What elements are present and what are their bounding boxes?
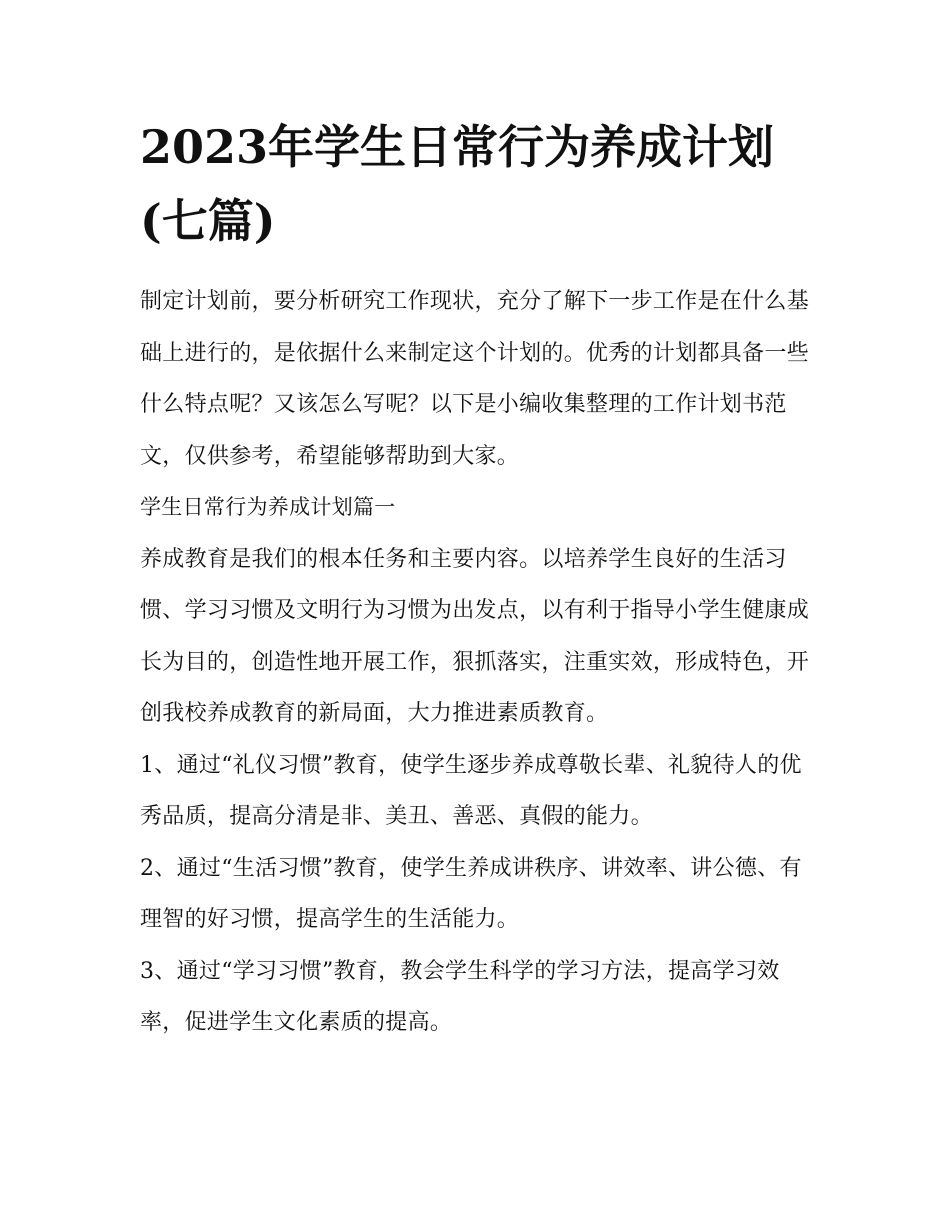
intro-paragraph: 制定计划前，要分析研究工作现状，充分了解下一步工作是在什么基础上进行的，是依据什么来制定这个计划的。优秀的计划都具备一些什么特点呢？又该怎么写呢？以下是小编收集整理的工作计划书范文，仅供参考，希望能够帮助到大家。: [140, 289, 810, 469]
list-item-1: 1、通过“礼仪习惯”教育，使学生逐步养成尊敬长辈、礼貌待人的优秀品质，提高分清是非、美丑、善恶、真假的能力。: [140, 752, 802, 829]
document-page: [140, 110, 820, 1049]
document-title: 2023年学生日常行为养成计划(七篇): [140, 120, 775, 248]
document-body: [140, 276, 820, 1049]
list-item-3: 3、通过“学习习惯”教育，教会学生科学的学习方法，提高学习效率，促进学生文化素质的提高。: [140, 958, 780, 1035]
section-heading: 学生日常行为养成计划篇一: [140, 495, 396, 519]
body-paragraph: 养成教育是我们的根本任务和主要内容。以培养学生良好的生活习惯、学习习惯及文明行为习惯为出发点，以有利于指导小学生健康成长为目的，创造性地开展工作，狠抓落实，注重实效，形成特色，开创我校养成教育的新局面，大力推进素质教育。: [140, 546, 810, 726]
list-item-2: 2、通过“生活习惯”教育，使学生养成讲秩序、讲效率、讲公德、有理智的好习惯，提高学生的生活能力。: [140, 855, 802, 932]
